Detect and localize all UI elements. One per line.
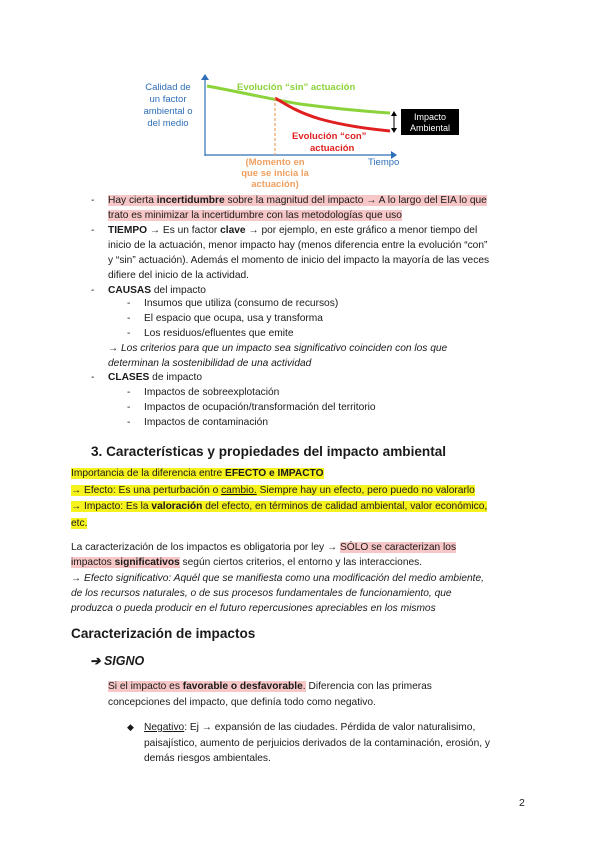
text-run: Diferencia con las primeras	[305, 681, 432, 692]
text-run: Negativo	[144, 722, 185, 733]
text-run: → por ejemplo, en este gráfico a menor tiempo del	[245, 225, 478, 236]
text-run: TIEMPO	[108, 225, 148, 236]
clases-sub-2: Impactos de ocupación/transformación del territorio	[144, 402, 376, 413]
text-run: Importancia de la diferencia entre	[71, 468, 226, 479]
signo-line	[108, 695, 376, 711]
y-label-2: un factor	[149, 94, 187, 105]
causas-sub-2: El espacio que ocupa, usa y transforma	[144, 313, 323, 324]
bullet-line	[108, 268, 249, 284]
text-run: produzca o pueda producir en el futuro repercusiones apreciables en los mismos	[71, 603, 436, 615]
text-run: difiere del inicio de la actividad.	[108, 270, 250, 281]
text-run: clave	[220, 225, 246, 236]
text-run: Siempre hay un efecto, pero puedo no valorarlo	[256, 484, 475, 496]
efecto-impacto-line	[71, 499, 487, 515]
bullet-dash: -	[91, 225, 95, 236]
caracterizacion-line	[71, 540, 456, 556]
text-run: concepciones del impacto, que definía todo como negativo.	[108, 696, 376, 708]
causas-sub-3: Los residuos/efluentes que emite	[144, 328, 294, 339]
text-run: .	[302, 681, 306, 692]
negativo-line	[144, 751, 271, 767]
text-run: incertidumbre	[156, 195, 225, 206]
signo-line	[108, 679, 432, 695]
clases-sub-3: Impactos de contaminación	[144, 417, 269, 428]
text-run: cambio.	[221, 484, 257, 496]
text-run: Hay cierta	[108, 195, 157, 206]
text-run: La caracterización de los impactos es obligatoria por ley →	[71, 542, 340, 553]
clases-label: CLASES de impacto	[108, 372, 202, 383]
text-run: impactos	[71, 557, 115, 569]
bullet-line	[108, 253, 489, 269]
impact-box-label-2: Ambiental	[409, 123, 451, 133]
moment-label-1: (Momento en	[245, 157, 305, 168]
causas-note-1: → Los criterios para que un impacto sea significativo coinciden con los que	[108, 343, 448, 354]
text-run: trato es minimizar la incertidumbre con las metodologías que uso	[108, 210, 402, 221]
curve-with-label-2: actuación	[310, 143, 355, 154]
bullet-line	[108, 208, 402, 224]
y-axis-arrow	[201, 74, 209, 80]
y-label-3: ambiental o	[143, 106, 193, 117]
signo-title: ➔ SIGNO	[90, 654, 145, 668]
x-label: Tiempo	[368, 157, 400, 168]
curve-with-label-1: Evolución “con”	[292, 131, 367, 142]
text-run: SÓLO se caracterizan los	[339, 542, 457, 553]
text-run: de los recursos naturales, o de sus procesos fundamentales de funcionamiento, que	[71, 587, 452, 599]
y-label-1: Calidad de	[145, 82, 191, 93]
clases-sub-1: Impactos de sobreexplotación	[144, 387, 280, 398]
causas-note-2: determinan la sostenibilidad de una actividad	[108, 358, 312, 369]
bullet-line	[108, 238, 487, 254]
caracterizacion-line	[71, 571, 484, 587]
caracterizacion-title: Caracterización de impactos	[71, 626, 256, 641]
text-run: y “sin” actuación). Además el momento de inicio del impacto la mayoría de las veces	[108, 255, 490, 266]
bullet-line	[108, 193, 487, 209]
text-run: → Impacto: Es la	[71, 501, 152, 512]
curve-without-label: Evolución “sin” actuación	[237, 82, 356, 93]
caracterizacion-line	[71, 601, 436, 617]
bullet-dash: -	[91, 195, 95, 206]
text-run: : Ej → expansión de las ciudades. Pérdida de valor naturalisimo,	[184, 722, 476, 733]
moment-label-3: actuación)	[251, 179, 299, 190]
caracterizacion-line	[71, 555, 422, 571]
text-run: significativos	[114, 557, 180, 569]
text-run: valoración	[151, 501, 203, 512]
impact-box-label-1: Impacto	[413, 112, 447, 122]
text-run: inicio de la actuación, menor impacto hay (menos diferencia entre la evolución “con”	[108, 240, 488, 251]
text-run: demás riesgos ambientales.	[144, 753, 271, 764]
diamond-bullet: ◆	[127, 722, 134, 732]
negativo-line	[144, 720, 475, 736]
caracterizacion-line	[71, 586, 452, 602]
text-run: → Efecto significativo: Aquél que se manifiesta como una modificación del medio ambiente,	[71, 572, 485, 584]
document-page: Impacto Ambiental Evolución “sin” actuación Evolución “con” actuación Calidad de un factor ambiental o del medio Tiempo (Momento en que se inicia la actuación) - Hay cierta incertidumbre sobre la magnitud del impacto → A lo largo del EIA lo que trato es minimizar la incertidumbre con las metodologías que uso - TIEMPO → Es un factor clave → por ejemplo, en este gráfico a menor tiempo del inicio de la actuación, menor impacto hay (menos diferencia entre la evolución “con” y “sin” actuación). Además el momento de inicio del impacto la mayoría de las veces difiere del inicio de la actividad. - CAUSAS del impacto - Insumos que utiliza (consumo de recursos) - El espacio que ocupa, usa y transforma - Los residuos/efluentes que emite → Los criterios para que un impacto sea significativo coinciden con los que determinan la sostenibilidad de una actividad - CLASES de impacto - Impactos de sobreexplotación - Impactos de ocupación/transformación del territorio - Impactos de contaminación 3. Características y propiedades del impacto ambiental Importancia de la diferencia entre EFECTO e IMPACTO → Efecto: Es una perturbación o cambio. Siempre hay un efecto, pero puedo no valorarlo → Impacto: Es la valoración del efecto, en términos de calidad ambiental, valor económico, etc. La caracterización de los impactos es obligatoria por ley → SÓLO se caracterizan los impactos significativos según ciertos criterios, el entorno y las interacciones. → Efecto significativo: Aquél que se manifiesta como una modificación del medio ambiente, de los recursos naturales, o de sus procesos fundamentales de funcionamiento, que produzca o pueda producir en el futuro repercusiones apreciables en los mismos Caracterización de impactos ➔ SIGNO Si el impacto es favorable o desfavorable. Diferencia con las primeras concepciones del impacto, que definía todo como negativo. ◆ Negativo: Ej → expansión de las ciudades. Pérdida de valor naturalisimo, paisajístico, aumento de perjuicios derivados de la contaminación, erosión, y demás riesgos ambientales. 2	[0, 0, 600, 848]
text-run: CAUSAS	[108, 285, 152, 296]
page-number: 2	[519, 797, 525, 809]
text-run: EFECTO e IMPACTO	[225, 468, 324, 479]
efecto-impacto-line	[71, 516, 87, 532]
text-run: según ciertos criterios, el entorno y las interacciones.	[179, 557, 423, 569]
text-run: del impacto	[151, 285, 206, 296]
bullet-line	[108, 223, 477, 239]
moment-label-2: que se inicia la	[241, 168, 309, 179]
y-label-4: del medio	[147, 118, 189, 129]
negativo-line	[144, 736, 490, 752]
text-run: Si el impacto es	[108, 681, 183, 692]
efecto-impacto-line	[71, 483, 475, 499]
text-run: → Es un factor	[147, 225, 221, 236]
text-run: sobre la magnitud del impacto → A lo largo del EIA lo que	[224, 195, 487, 206]
causas-sub-1: Insumos que utiliza (consumo de recursos)	[144, 298, 339, 309]
section-3-title: 3. Características y propiedades del impacto ambiental	[91, 444, 447, 459]
text-run: del efecto, en términos de calidad ambiental, valor económico,	[202, 501, 488, 512]
text-run: favorable o desfavorable	[182, 681, 303, 692]
bullet-dash: -	[91, 285, 95, 296]
text-run: paisajístico, aumento de perjuicios derivados de la contaminación, erosión, y	[144, 737, 491, 749]
efecto-impacto-line	[71, 466, 324, 482]
text-run: etc.	[71, 517, 88, 529]
text-run: → Efecto: Es una perturbación o	[71, 484, 222, 496]
